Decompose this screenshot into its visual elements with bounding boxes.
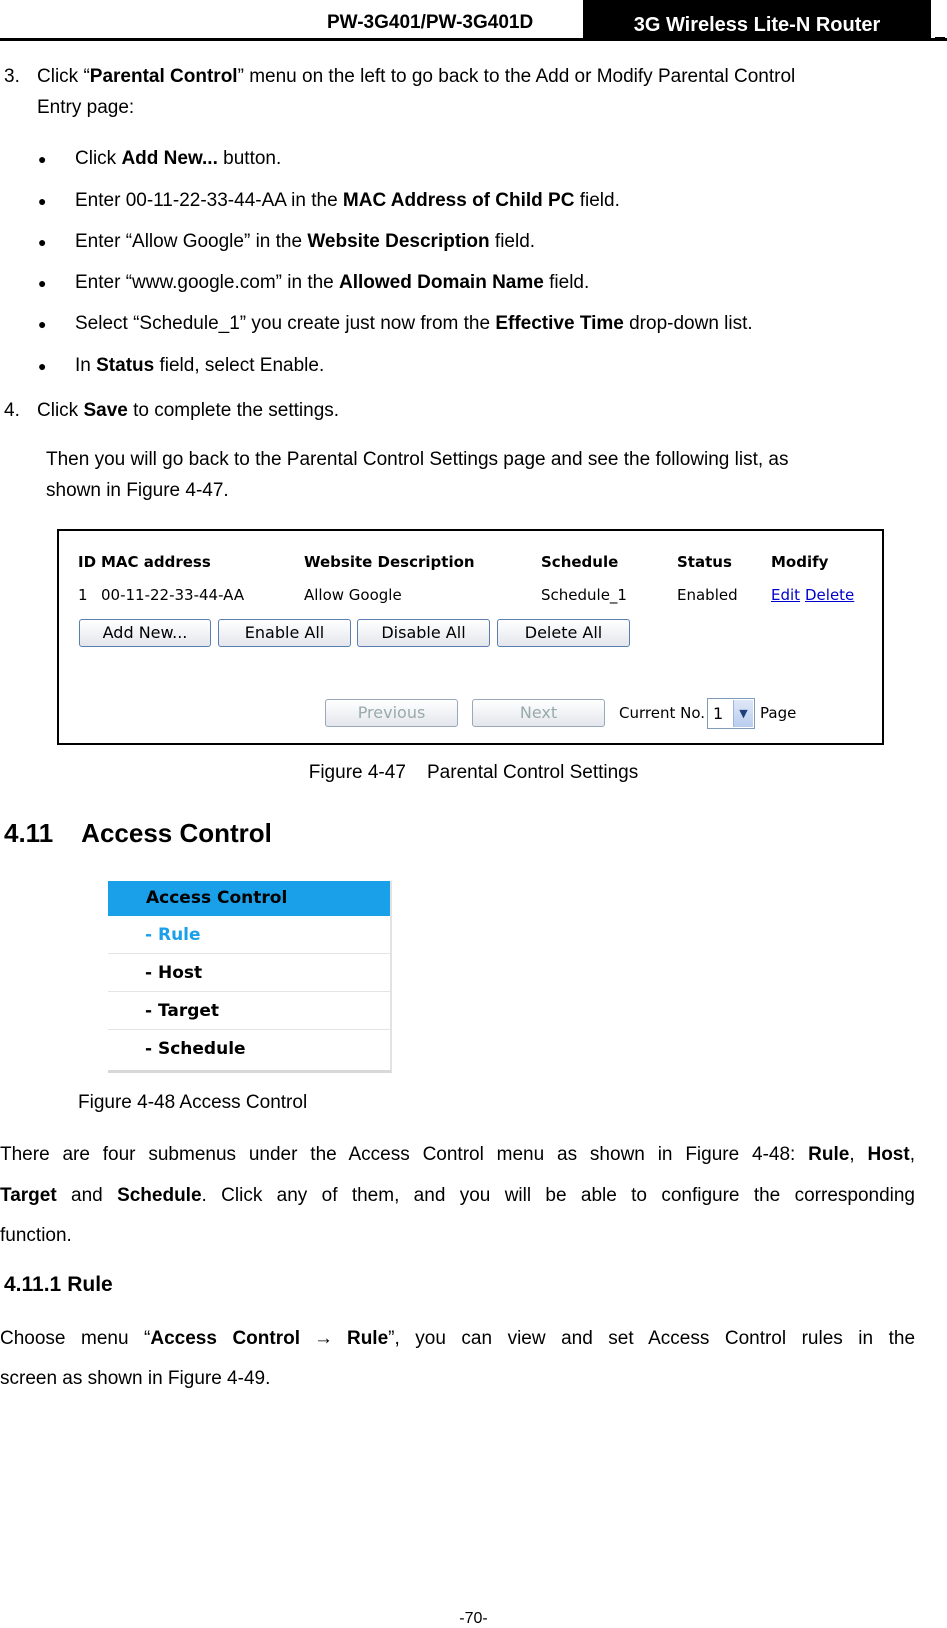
previous-button[interactable]: Previous bbox=[325, 699, 458, 727]
list-item: Enter “www.google.com” in the Allowed Domain Name field. bbox=[75, 272, 590, 293]
col-header-mac: MAC address bbox=[101, 553, 211, 571]
cell-mac: 00-11-22-33-44-AA bbox=[101, 586, 245, 604]
submenus-paragraph-line-2: Target and Schedule. Click any of them, and you will be able to configure the corresponding bbox=[0, 1185, 916, 1206]
figure-4-47-caption: Figure 4-47 Parental Control Settings bbox=[308, 762, 639, 783]
access-control-menu-figure bbox=[108, 881, 392, 1073]
enable-all-button[interactable]: Enable All bbox=[218, 619, 351, 647]
current-page-select[interactable] bbox=[707, 698, 755, 729]
rule-paragraph-line-1: Choose menu “Access Control → Rule”, you can view and set Access Control rules in the bbox=[0, 1328, 916, 1349]
page-label: Page bbox=[760, 704, 797, 722]
bullet-glyph: ● bbox=[38, 316, 47, 332]
menu-item-host[interactable]: - Host bbox=[108, 954, 390, 992]
arrow-right-icon: → bbox=[313, 1328, 333, 1349]
step-4-number: 4. bbox=[4, 400, 20, 421]
list-item: Enter 00-11-22-33-44-AA in the MAC Address of Child PC field. bbox=[75, 190, 620, 211]
step-3-text-cont: Entry page: bbox=[37, 97, 135, 118]
col-header-status: Status bbox=[677, 553, 732, 571]
step-3-text: Click “Parental Control” menu on the left to go back to the Add or Modify Parental Control bbox=[37, 66, 796, 87]
submenus-paragraph-line-3: function. bbox=[0, 1225, 72, 1246]
list-item: Enter “Allow Google” in the Website Description field. bbox=[75, 231, 536, 252]
header-rule bbox=[0, 38, 947, 41]
edit-link[interactable]: Edit bbox=[771, 586, 801, 604]
cell-desc: Allow Google bbox=[304, 586, 402, 604]
menu-header-access-control[interactable]: Access Control bbox=[108, 881, 390, 916]
bullet-glyph: ● bbox=[38, 193, 47, 209]
cell-id: 1 bbox=[78, 586, 88, 604]
then-paragraph-line-1: Then you will go back to the Parental Control Settings page and see the following list, as bbox=[46, 449, 789, 470]
then-paragraph-line-2: shown in Figure 4-47. bbox=[46, 480, 229, 501]
step-4-text: Click Save to complete the settings. bbox=[37, 400, 340, 421]
disable-all-button[interactable]: Disable All bbox=[357, 619, 490, 647]
menu-item-schedule[interactable]: - Schedule bbox=[145, 1039, 246, 1059]
header-rule-tick bbox=[935, 37, 945, 39]
list-item: In Status field, select Enable. bbox=[75, 355, 325, 376]
add-new-button[interactable]: Add New... bbox=[79, 619, 211, 647]
cell-schedule: Schedule_1 bbox=[541, 586, 627, 604]
list-item: Select “Schedule_1” you create just now from the Effective Time drop-down list. bbox=[75, 313, 753, 334]
bullet-glyph: ● bbox=[38, 275, 47, 291]
chevron-down-icon[interactable]: ▼ bbox=[733, 700, 753, 727]
cell-status: Enabled bbox=[677, 586, 738, 604]
col-header-modify: Modify bbox=[771, 553, 829, 571]
header-model: PW-3G401/PW-3G401D bbox=[327, 12, 534, 33]
list-item: Click Add New... button. bbox=[75, 148, 282, 169]
menu-item-rule[interactable]: - Rule bbox=[108, 916, 390, 954]
header-product-tab: 3G Wireless Lite-N Router bbox=[583, 0, 931, 41]
page-number: -70- bbox=[459, 1610, 488, 1627]
section-heading: 4.11 Access Control bbox=[4, 818, 272, 848]
bullet-glyph: ● bbox=[38, 151, 47, 167]
col-header-schedule: Schedule bbox=[541, 553, 619, 571]
col-header-id: ID bbox=[78, 553, 97, 571]
bullet-glyph: ● bbox=[38, 234, 47, 250]
figure-4-48-caption: Figure 4-48 Access Control bbox=[78, 1092, 308, 1113]
col-header-desc: Website Description bbox=[304, 553, 475, 571]
parental-control-settings-figure bbox=[57, 529, 884, 745]
subsection-heading: 4.11.1 Rule bbox=[4, 1273, 113, 1296]
next-button[interactable]: Next bbox=[472, 699, 605, 727]
current-no-label: Current No. bbox=[619, 704, 706, 722]
menu-item-target[interactable]: - Target bbox=[108, 992, 390, 1030]
delete-link[interactable]: Delete bbox=[805, 586, 855, 604]
step-3-number: 3. bbox=[4, 66, 20, 87]
bullet-glyph: ● bbox=[38, 358, 47, 374]
rule-paragraph-line-2: screen as shown in Figure 4-49. bbox=[0, 1368, 271, 1389]
delete-all-button[interactable]: Delete All bbox=[497, 619, 630, 647]
current-page-value: 1 bbox=[713, 704, 724, 723]
submenus-paragraph-line-1: There are four submenus under the Access Control menu as shown in Figure 4-48: Rule, Host, bbox=[0, 1144, 915, 1165]
